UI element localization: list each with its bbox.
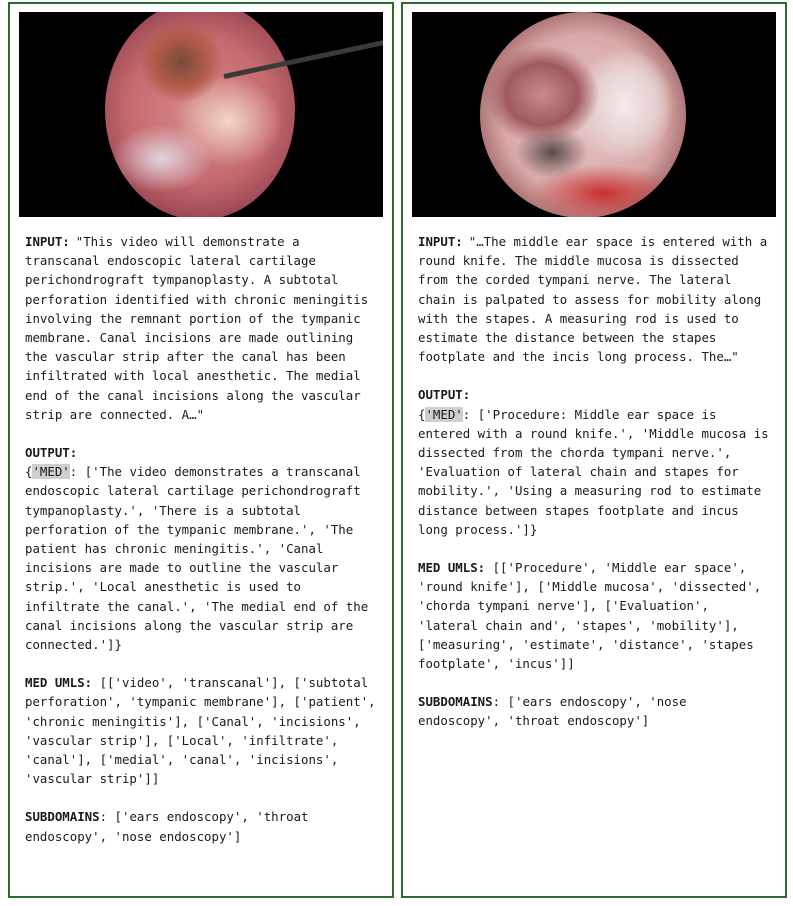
umls-label: MED UMLS: — [418, 560, 486, 576]
med-tag: 'MED' — [32, 464, 70, 480]
umls-block — [418, 558, 774, 673]
subdomains-label: SUBDOMAINS — [418, 694, 493, 710]
output-block — [418, 385, 774, 539]
output-label: OUTPUT: — [418, 387, 471, 403]
output-label: OUTPUT: — [25, 445, 78, 461]
example-text-right — [418, 232, 774, 750]
output-text: : ['Procedure: Middle ear space is entered with a round knife.', 'Middle mucosa is dissected from the chorda tympani nerve.', 'Evaluation of lateral chain and stapes for mobility.', 'Using a measuring rod to estimate distance between stapes footplate and incus long process.']} — [418, 406, 769, 537]
med-tag: 'MED' — [425, 406, 463, 422]
input-block — [418, 232, 774, 366]
endoscope-view — [105, 12, 295, 217]
output-open-brace: { — [418, 406, 426, 422]
subdomains-block — [25, 807, 381, 845]
umls-text: [['video', 'transcanal'], ['subtotal perforation', 'tympanic membrane'], ['patient', 'chronic meningitis'], ['Canal', 'incisions', 'vascular strip'], ['Local', 'infiltrate', 'canal'], ['medial', 'canal', 'incisions', 'vascular strip']] — [25, 675, 376, 787]
input-label: INPUT: — [25, 234, 70, 249]
subdomains-text: : ['ears endoscopy', 'nose endoscopy', 'throat endoscopy'] — [418, 694, 687, 729]
input-text: "This video will demonstrate a transcanal endoscopic lateral cartilage perichondrograft tympanoplasty. A subtotal perforation identified with chronic meningitis involving the remnant portion of the tympanic membrane. Canal incisions are made outlining the vascular strip after the canal has been infiltrated with local anesthetic. The medial end of the canal incisions along the vascular strip are connected. A…" — [25, 234, 369, 422]
input-block — [25, 232, 381, 424]
umls-label: MED UMLS: — [25, 675, 93, 691]
umls-block — [25, 673, 381, 788]
example-text-left — [25, 232, 381, 865]
subdomains-label: SUBDOMAINS — [25, 809, 100, 825]
umls-text: [['Procedure', 'Middle ear space', 'round knife'], ['Middle mucosa', 'dissected', 'chorda tympani nerve'], ['Evaluation', 'lateral chain and', 'stapes', 'mobility'], ['measuring', 'estimate', 'distance', 'stapes footplate', 'incus']] — [418, 560, 762, 672]
output-text: : ['The video demonstrates a transcanal endoscopic lateral cartilage perichondrograft tympanoplasty.', 'There is a subtotal perforation of the tympanic membrane.', 'The patient has chronic meningitis.', 'Canal incisions are made to outline the vascular strip.', 'Local anesthetic is used to infiltrate the canal.', 'The medial end of the canal incisions along the vascular strip are connected.']} — [25, 464, 369, 653]
output-open-brace: { — [25, 464, 33, 480]
input-label: INPUT: — [418, 234, 463, 249]
subdomains-block — [418, 692, 774, 730]
output-block — [25, 443, 381, 654]
subdomains-text: : ['ears endoscopy', 'throat endoscopy', 'nose endoscopy'] — [25, 809, 309, 844]
endoscopy-image-left — [19, 12, 383, 217]
endoscope-view — [480, 12, 686, 217]
example-panel-left — [8, 2, 394, 898]
example-panel-right — [401, 2, 787, 898]
endoscopy-image-right — [412, 12, 776, 217]
input-text: "…The middle ear space is entered with a round knife. The middle mucosa is dissected from the corded tympani nerve. The lateral chain is palpated to assess for mobility along with the stapes. A measuring rod is used to estimate the distance between the stapes footplate and the incis long process. The…" — [418, 234, 768, 365]
